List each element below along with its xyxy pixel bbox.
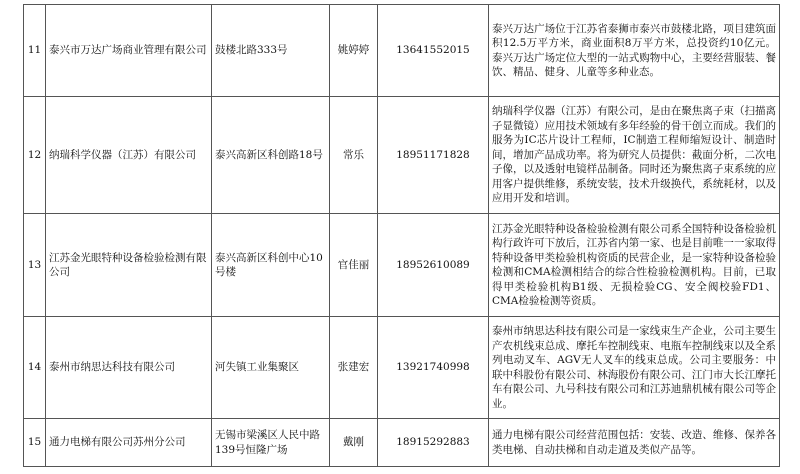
row-number: 14 bbox=[24, 317, 46, 419]
phone-number: 18951171828 bbox=[378, 97, 489, 214]
company-description: 泰兴万达广场位于江苏省泰狮市泰兴市鼓楼北路，项目建筑面积12.5万平方米，商业面积8万平方米，总投资约10亿元。泰兴万达广场定位大型的一站式购物中心，主要经营服装、餐饮、精品、健身、儿童等多种业态。 bbox=[489, 5, 780, 97]
table-row bbox=[24, 419, 780, 467]
row-number: 15 bbox=[24, 419, 46, 467]
contact-person: 常乐 bbox=[330, 97, 378, 214]
company-description: 通力电梯有限公司经营范围包括：安装、改造、维修、保养各类电梯、自动扶梯和自动走道及类似产品等。 bbox=[489, 419, 780, 467]
company-name: 江苏金光眼特种设备检验检测有限公司 bbox=[46, 214, 212, 317]
phone-number: 13921740998 bbox=[378, 317, 489, 419]
company-description: 江苏金光眼特种设备检验检测有限公司系全国特种设备检验机构行政许可下放后，江苏省内第一家、也是目前唯一一家取得特种设备甲类检验机构资质的民营企业，是一家特种设备检验检测和CMA检测相结合的综合性检验检测机构。目前，已取得甲类检验机构B1级、无损检验CG、安全阀校验FD1、CMA检验检测等资质。 bbox=[489, 214, 780, 317]
phone-number: 13641552015 bbox=[378, 5, 489, 97]
table-row bbox=[24, 5, 780, 97]
table-row bbox=[24, 214, 780, 317]
table-row bbox=[24, 317, 780, 419]
address: 无锡市梁溪区人民中路139号恒隆广场 bbox=[212, 419, 330, 467]
company-description: 纳瑞科学仪器（江苏）有限公司，是由在聚焦离子束（扫描离子显微镜）应用技术领域有多年经验的骨干创立而成。我们的服务为IC芯片设计工程师，IC制造工程师缩短设计、制造时间，增加产品成功率。将为研究人员提供：截面分析，二次电子像，以及透射电镜样品制备。同时还为聚焦离子束系统的应用客户提供维修，系统安装，技术升级换代，系统耗材，以及应用开发和培训。 bbox=[489, 97, 780, 214]
row-number: 11 bbox=[24, 5, 46, 97]
company-table bbox=[23, 4, 780, 467]
company-description: 泰州市纳思达科技有限公司是一家线束生产企业，公司主要生产农机线束总成、摩托车控制线束、电瓶车控制线束以及全系列电动叉车、AGV无人叉车的线束总成。公司主要服务：中联中科股份有限公司、林海股份有限公司、江门市大长江摩托车有限公司、九号科技有限公司和江苏迪鼎机械有限公司等企业。 bbox=[489, 317, 780, 419]
contact-person: 戴刚 bbox=[330, 419, 378, 467]
table-row bbox=[24, 97, 780, 214]
contact-person: 姚婷婷 bbox=[330, 5, 378, 97]
address: 河失镇工业集聚区 bbox=[212, 317, 330, 419]
company-name: 泰州市纳思达科技有限公司 bbox=[46, 317, 212, 419]
phone-number: 18952610089 bbox=[378, 214, 489, 317]
phone-number: 18915292883 bbox=[378, 419, 489, 467]
address: 泰兴高新区科创路18号 bbox=[212, 97, 330, 214]
row-number: 13 bbox=[24, 214, 46, 317]
company-name: 纳瑞科学仪器（江苏）有限公司 bbox=[46, 97, 212, 214]
company-name: 通力电梯有限公司苏州分公司 bbox=[46, 419, 212, 467]
contact-person: 官佳丽 bbox=[330, 214, 378, 317]
row-number: 12 bbox=[24, 97, 46, 214]
address: 鼓楼北路333号 bbox=[212, 5, 330, 97]
contact-person: 张建宏 bbox=[330, 317, 378, 419]
company-name: 泰兴市万达广场商业管理有限公司 bbox=[46, 5, 212, 97]
address: 泰兴高新区科创中心10号楼 bbox=[212, 214, 330, 317]
